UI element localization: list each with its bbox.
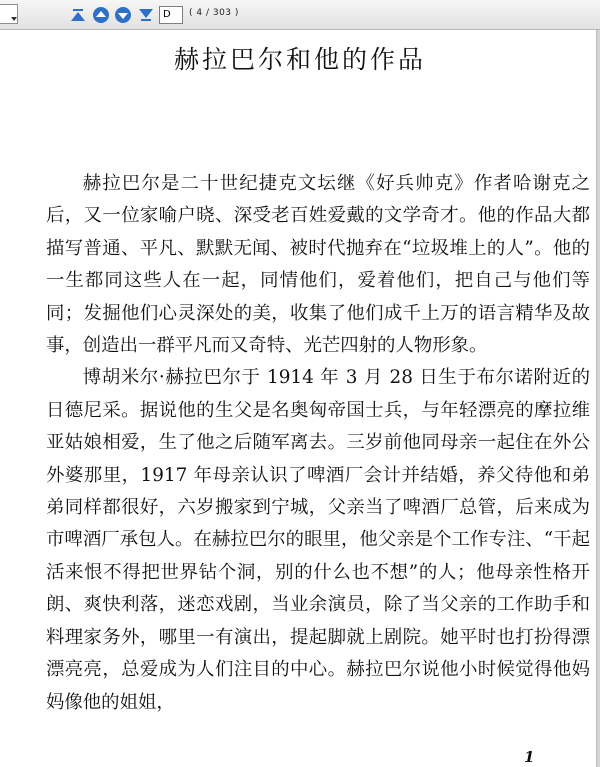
page-title: 赫拉巴尔和他的作品 bbox=[173, 45, 426, 74]
scrollbar[interactable] bbox=[596, 30, 600, 767]
view-dropdown[interactable] bbox=[0, 4, 18, 24]
page-number-input[interactable]: D bbox=[159, 6, 183, 24]
document-body bbox=[46, 168, 590, 719]
paragraph: 博胡米尔·赫拉巴尔于 1914 年 3 月 28 日生于布尔诺附近的日德尼采。据说他的生父是名奥匈帝国士兵，与年轻漂亮的摩拉维亚姑娘相爱，生了他之后随军离去。三岁前他同母亲一起住在外公外婆那里，1917 年母亲认识了啤酒厂会计并结婚，养父待他和弟弟同样都很好，六岁搬家到宁城，父亲当了啤酒厂总管，后来成为市啤酒厂承包人。在赫拉巴尔的眼里，他父亲是个工作专注、“干起活来恨不得把世界钻个洞，别的什么也不想”的人；他母亲性格开朗、爽快利落，迷恋戏剧，当业余演员，除了当父亲的工作助手和料理家务外，哪里一有演出，提起脚就上剧院。她平时也打扮得漂漂亮亮，总爱成为人们注目的中心。赫拉巴尔说他小时候觉得他妈妈像他的姐姐， bbox=[46, 367, 590, 713]
first-page-icon[interactable] bbox=[69, 6, 87, 24]
last-page-icon[interactable] bbox=[137, 6, 155, 24]
paragraph: 赫拉巴尔是二十世纪捷克文坛继《好兵帅克》作者哈谢克之后，又一位家喻户晓、深受老百姓爱戴的文学奇才。他的作品大都描写普通、平凡、默默无闻、被时代抛弃在“垃圾堆上的人”。他的一生都同这些人在一起，同情他们，爱着他们，把自己与他们等同；发掘他们心灵深处的美，收集了他们成千上万的语言精华及故事，创造出一群平凡而又奇特、光芒四射的人物形象。 bbox=[46, 173, 590, 357]
page-count: ( 4 / 303 ) bbox=[189, 8, 239, 18]
dropdown-icon bbox=[11, 17, 17, 21]
pdf-toolbar bbox=[0, 0, 600, 30]
page-number: 1 bbox=[524, 748, 535, 766]
previous-page-icon[interactable] bbox=[92, 6, 110, 24]
next-page-icon[interactable] bbox=[114, 6, 132, 24]
